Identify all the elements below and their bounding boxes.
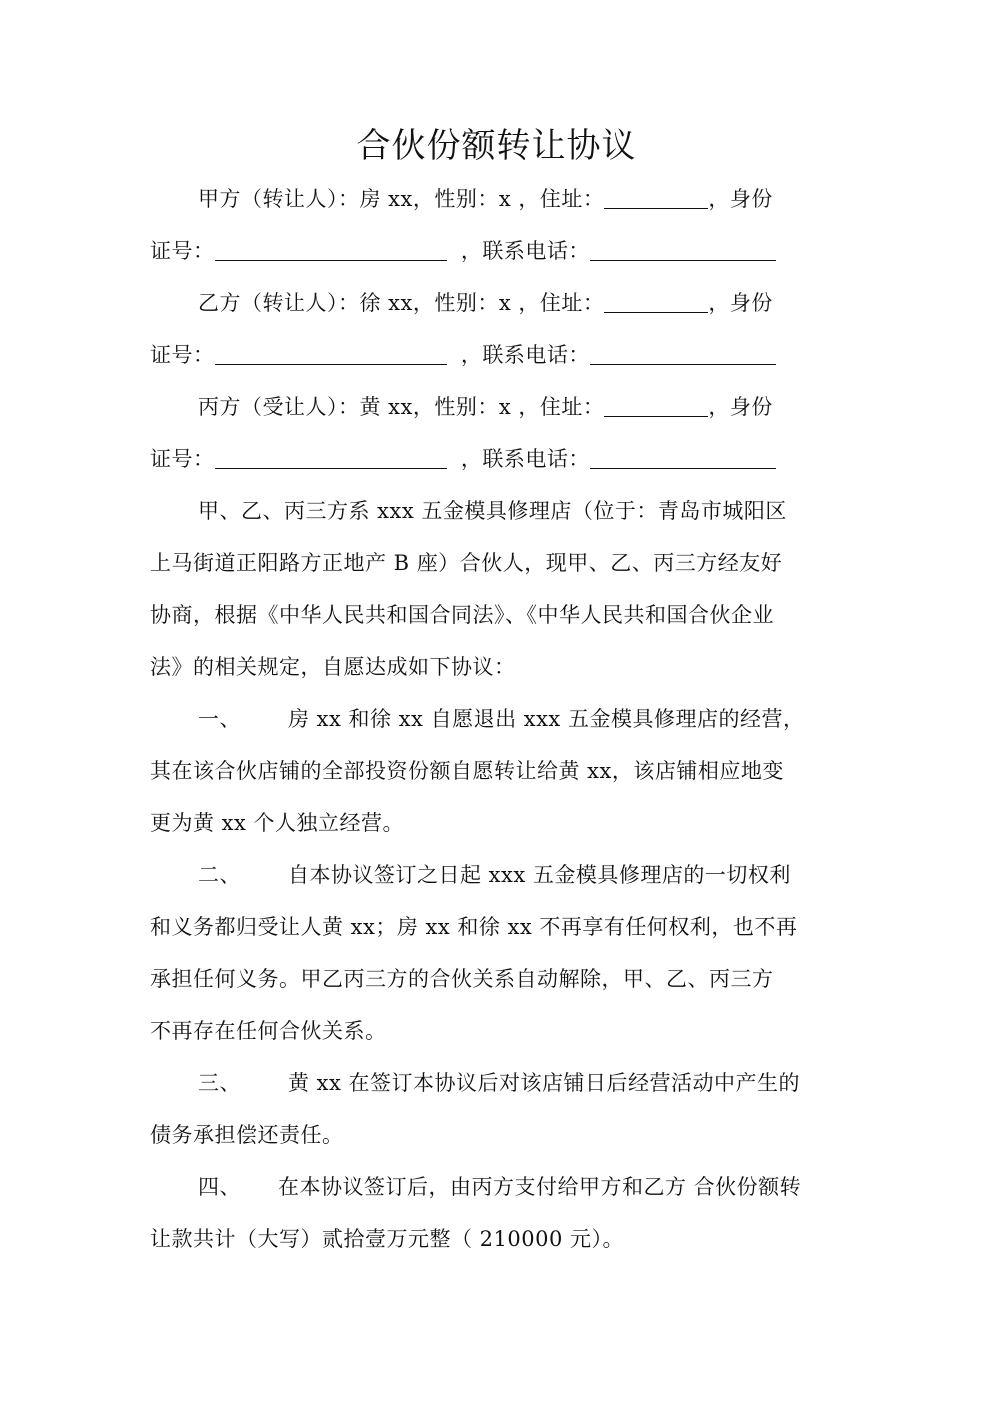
clause-text: 债务承担偿还责任。: [150, 1123, 344, 1147]
party-a-address-blank: [604, 186, 708, 209]
intro-line: 上马街道正阳路方正地产 B 座）合伙人，现甲、乙、丙三方经友好: [150, 551, 783, 575]
intro-line: 协商，根据《中华人民共和国合同法》、《中华人民共和国合伙企业: [150, 603, 774, 627]
clause-2: [150, 849, 840, 1057]
clause-number: 二、: [198, 863, 241, 887]
party-c-address-blank: [604, 394, 708, 417]
clause-number: 一、: [198, 707, 241, 731]
clause-3-first-line: [150, 1057, 840, 1109]
party-c-line-2: [150, 433, 840, 485]
clause-text: 让款共计（大写）贰拾壹万元整（ 210000 元）。: [150, 1227, 625, 1251]
clause-text: 自本协议签订之日起 xxx 五金模具修理店的一切权利: [288, 863, 791, 887]
party-b-id-label: 证号：: [150, 343, 215, 367]
clause-3: [150, 1057, 840, 1161]
intro-line: 甲、乙、丙三方系 xxx 五金模具修理店（位于：青岛市城阳区: [198, 499, 787, 523]
party-a-phone-label: ，联系电话：: [460, 239, 590, 263]
party-b-prefix: 乙方（转让人）：徐 xx，性别：x ，住址：: [198, 291, 605, 315]
party-a-block: [150, 173, 840, 277]
party-b-phone-label: ，联系电话：: [460, 343, 590, 367]
party-c-id-label: 证号：: [150, 447, 215, 471]
intro-line: 法》的相关规定，自愿达成如下协议：: [150, 655, 516, 679]
party-c-block: [150, 381, 840, 485]
clause-text: 在本协议签订后，由丙方支付给甲方和乙方 合伙份额转: [278, 1175, 802, 1199]
party-a-prefix: 甲方（转让人）：房 xx，性别：x ，住址：: [198, 187, 605, 211]
party-b-phone-blank: [590, 342, 776, 365]
clause-1: [150, 693, 840, 849]
party-b-line-1: [150, 277, 840, 329]
clause-text: 不再存在任何合伙关系。: [150, 1019, 387, 1043]
clause-2-first-line: [150, 849, 840, 901]
party-a-id-blank: [215, 238, 447, 261]
party-a-phone-blank: [590, 238, 776, 261]
party-b-block: [150, 277, 840, 381]
party-c-id-blank: [215, 446, 447, 469]
clause-text: 更为黄 xx 个人独立经营。: [150, 811, 405, 835]
document-body: [150, 173, 840, 1265]
intro-paragraph: [150, 485, 840, 693]
party-a-line-2: [150, 225, 840, 277]
party-b-line-2: [150, 329, 840, 381]
clause-text: 黄 xx 在签订本协议后对该店铺日后经营活动中产生的: [288, 1071, 801, 1095]
party-c-id-suffix: ，身份: [708, 395, 773, 419]
party-a-id-label: 证号：: [150, 239, 215, 263]
party-b-address-blank: [604, 290, 708, 313]
clause-text: 其在该合伙店铺的全部投资份额自愿转让给黄 xx，该店铺相应地变: [150, 759, 784, 783]
clause-4: [150, 1161, 840, 1265]
clause-text: 和义务都归受让人黄 xx；房 xx 和徐 xx 不再享有任何权利，也不再: [150, 915, 798, 939]
party-c-phone-label: ，联系电话：: [460, 447, 590, 471]
clause-number: 三、: [198, 1071, 241, 1095]
party-b-id-blank: [215, 342, 447, 365]
party-c-prefix: 丙方（受让人）：黄 xx，性别：x ，住址：: [198, 395, 605, 419]
clause-number: 四、: [198, 1175, 241, 1199]
clause-text: 承担任何义务。甲乙丙三方的合伙关系自动解除，甲、乙、丙三方: [150, 967, 774, 991]
clause-1-first-line: [150, 693, 840, 745]
party-a-id-suffix: ，身份: [708, 187, 773, 211]
clause-text: 房 xx 和徐 xx 自愿退出 xxx 五金模具修理店的经营，: [288, 707, 805, 731]
party-a-line-1: [150, 173, 840, 225]
party-c-line-1: [150, 381, 840, 433]
party-b-id-suffix: ，身份: [708, 291, 773, 315]
clause-4-first-line: [150, 1161, 840, 1213]
party-c-phone-blank: [590, 446, 776, 469]
document-title: 合伙份额转让协议: [356, 126, 637, 166]
